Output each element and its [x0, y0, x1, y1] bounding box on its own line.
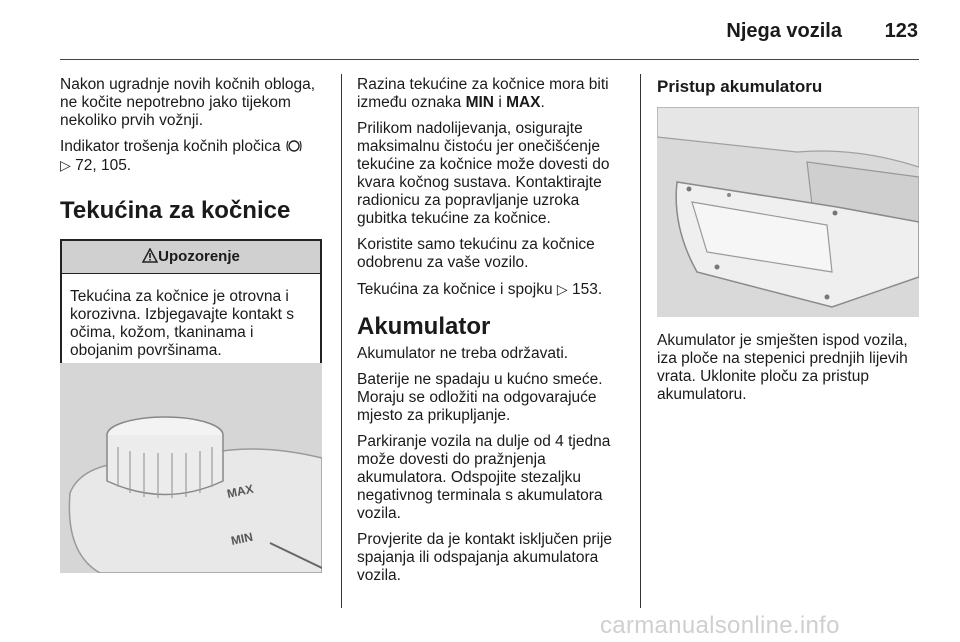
fluid-page-ref[interactable]: 153.: [571, 281, 603, 298]
brake-fluid-heading: Tekućina za kočnice: [60, 197, 291, 224]
warning-box: [60, 239, 322, 372]
battery-access-panel-image: [657, 107, 919, 317]
svg-text:MAX: MAX: [225, 481, 255, 501]
max-mark: MAX: [506, 94, 541, 111]
warning-title: Upozorenje: [158, 248, 240, 265]
battery-access-text: [657, 332, 925, 404]
column-1: [60, 76, 328, 372]
page-header: [0, 0, 960, 60]
brake-pads-paragraph: Nakon ugradnje novih kočnih obloga, ne kočite nepotrebno jako tijekom nekoliko prvih vožnji.: [60, 76, 316, 129]
disposal-paragraph: Baterije ne spadaju u kućno smeće. Moraju se odložiti na odgovarajuće mjesto za prikupljanje.: [357, 371, 603, 424]
topping-up-paragraph: Prilikom nadolijevanja, osigurajte maksimalnu čistoću jer onečišćenje tekućine za kočnice može dovesti do kvara kočnog sustava. Kontaktirajte radionicu za popravljanje uzroka gubitka tekućine za kočnice.: [357, 120, 610, 227]
column-divider-right: [640, 74, 641, 608]
min-mark: MIN: [465, 94, 494, 111]
brake-fluid-reservoir-image: [60, 363, 322, 573]
watermark: carmanualsonline.info: [600, 612, 840, 639]
ignition-paragraph: Provjerite da je kontakt isključen prije spajanja ili odspajanja akumulatora vozila.: [357, 531, 613, 584]
battery-location-paragraph: Akumulator je smješten ispod vozila, iza ploče na stepenici prednjih lijevih vrata. Uklonite ploču za pristup akumulatoru.: [657, 332, 908, 403]
column-3: [657, 78, 922, 106]
wear-indicator-refs[interactable]: 72, 105.: [75, 157, 132, 174]
warning-triangle-icon: [142, 248, 158, 263]
header-rule: [60, 59, 919, 60]
page-ref-icon: ▷: [556, 281, 568, 297]
maintenance-free-paragraph: Akumulator ne treba održavati.: [357, 345, 569, 362]
page-number: 123: [884, 20, 918, 42]
fluid-level-paragraph: Razina tekućine za kočnice mora biti između oznaka MIN i MAX.: [357, 76, 609, 111]
header-title: Njega vozila: [726, 20, 842, 42]
brake-warning-icon: [285, 138, 303, 154]
battery-access-heading: Pristup akumulatoru: [657, 77, 823, 96]
fluid-ref-paragraph: Tekućina za kočnice i spojku ▷ 153.: [357, 281, 603, 298]
column-divider-left: [341, 74, 342, 608]
warning-text: Tekućina za kočnice je otrovna i korozivna. Izbjegavajte kontakt s očima, kožom, tkaninama i obojanim površinama.: [70, 288, 295, 359]
column-2: [357, 76, 627, 593]
approved-fluid-paragraph: Koristite samo tekućinu za kočnice odobrenu za vaše vozilo.: [357, 236, 595, 271]
battery-heading: Akumulator: [357, 313, 491, 340]
warning-header: [62, 241, 320, 274]
wear-indicator-paragraph: Indikator trošenja kočnih pločica ▷ 72, 105.: [60, 138, 328, 175]
page-ref-icon: ▷: [60, 157, 71, 173]
parking-paragraph: Parkiranje vozila na dulje od 4 tjedna može dovesti do pražnjenja akumulatora. Odspojite stezaljku negativnog terminala s akumulatora vozila.: [357, 433, 611, 522]
svg-text:MIN: MIN: [229, 529, 255, 548]
